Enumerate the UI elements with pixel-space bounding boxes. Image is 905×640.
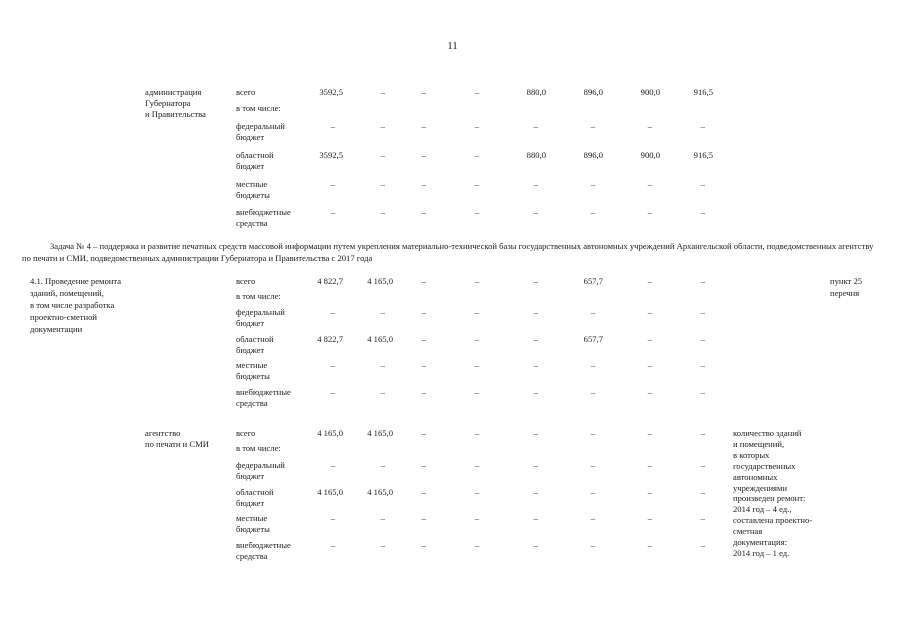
empty-value-dash: –	[421, 487, 426, 497]
empty-value-dash: –	[647, 179, 652, 189]
funding-source-label: бюджеты	[236, 524, 270, 534]
empty-value-dash: –	[330, 513, 335, 523]
funding-source-label: местные	[236, 360, 268, 370]
funding-source-label: областной	[236, 150, 274, 160]
empty-value-dash: –	[330, 360, 335, 370]
empty-value-dash: –	[590, 460, 595, 470]
result-reference-line: пункт 25	[830, 276, 863, 286]
empty-value-dash: –	[700, 307, 705, 317]
measure-title-line: проектно-сметной	[30, 312, 98, 322]
funding-source-label: всего	[236, 87, 256, 97]
result-indicator-line: 2014 год – 1 ед.	[733, 547, 790, 558]
empty-value-dash: –	[421, 150, 426, 160]
org-name-line: Губернатора	[145, 98, 191, 108]
result-indicator-line: автономных	[733, 471, 778, 482]
amount-value: 657,7	[583, 276, 603, 286]
amount-value: 4 165,0	[367, 428, 393, 438]
result-indicator-line: 2014 год – 4 ед.,	[733, 504, 792, 515]
empty-value-dash: –	[590, 513, 595, 523]
empty-value-dash: –	[647, 334, 652, 344]
funding-source-label: в том числе:	[236, 103, 281, 113]
empty-value-dash: –	[533, 307, 538, 317]
amount-value: 896,0	[583, 87, 603, 97]
funding-source-label: местные	[236, 179, 268, 189]
empty-value-dash: –	[647, 307, 652, 317]
funding-source-label: бюджет	[236, 161, 265, 171]
measure-title-line: документации	[30, 324, 83, 334]
empty-value-dash: –	[647, 387, 652, 397]
task-4-heading: Задача № 4 – поддержка и развитие печатных средств массовой информации путем укрепления материально-технической базы государственных автономных учреждений Архангельской области, подведомственных агентству по печати и СМИ, подведомственных администрации Губернатора и Правительства с 2017 года	[22, 241, 874, 263]
org-name-line: агентство	[145, 428, 181, 438]
empty-value-dash: –	[474, 87, 479, 97]
amount-value: 3592,5	[319, 87, 343, 97]
empty-value-dash: –	[421, 513, 426, 523]
funding-source-label: всего	[236, 428, 256, 438]
result-reference-line: перечня	[830, 288, 860, 298]
empty-value-dash: –	[533, 121, 538, 131]
empty-value-dash: –	[380, 179, 385, 189]
empty-value-dash: –	[380, 87, 385, 97]
empty-value-dash: –	[380, 121, 385, 131]
empty-value-dash: –	[533, 460, 538, 470]
empty-value-dash: –	[474, 360, 479, 370]
empty-value-dash: –	[533, 513, 538, 523]
funding-source-label: бюджеты	[236, 190, 270, 200]
amount-value: 657,7	[583, 334, 603, 344]
result-indicator-line: в которых	[733, 449, 770, 460]
result-indicator-line: составлена проектно-	[733, 515, 813, 526]
empty-value-dash: –	[590, 307, 595, 317]
funding-source-label: федеральный	[236, 307, 285, 317]
empty-value-dash: –	[590, 207, 595, 217]
result-indicator-line: количество зданий	[733, 428, 802, 438]
result-indicator-line: сметная	[733, 526, 763, 537]
empty-value-dash: –	[590, 540, 595, 550]
empty-value-dash: –	[380, 460, 385, 470]
empty-value-dash: –	[590, 179, 595, 189]
amount-value: 4 822,7	[317, 334, 343, 344]
empty-value-dash: –	[330, 460, 335, 470]
amount-value: 900,0	[640, 87, 660, 97]
empty-value-dash: –	[533, 428, 538, 438]
empty-value-dash: –	[421, 307, 426, 317]
empty-value-dash: –	[700, 540, 705, 550]
empty-value-dash: –	[421, 207, 426, 217]
empty-value-dash: –	[421, 121, 426, 131]
empty-value-dash: –	[590, 360, 595, 370]
empty-value-dash: –	[330, 207, 335, 217]
measure-title-line: зданий, помещений,	[30, 288, 104, 298]
empty-value-dash: –	[474, 276, 479, 286]
empty-value-dash: –	[474, 387, 479, 397]
empty-value-dash: –	[474, 207, 479, 217]
empty-value-dash: –	[590, 387, 595, 397]
empty-value-dash: –	[700, 121, 705, 131]
empty-value-dash: –	[647, 121, 652, 131]
funding-source-label: бюджеты	[236, 371, 270, 381]
empty-value-dash: –	[647, 276, 652, 286]
empty-value-dash: –	[421, 276, 426, 286]
empty-value-dash: –	[474, 121, 479, 131]
empty-value-dash: –	[647, 513, 652, 523]
empty-value-dash: –	[380, 540, 385, 550]
amount-value: 4 165,0	[317, 428, 343, 438]
result-indicator-line: государственных	[733, 460, 796, 471]
amount-value: 900,0	[640, 150, 660, 160]
empty-value-dash: –	[647, 360, 652, 370]
empty-value-dash: –	[474, 150, 479, 160]
amount-value: 3592,5	[319, 150, 343, 160]
empty-value-dash: –	[474, 428, 479, 438]
empty-value-dash: –	[700, 276, 705, 286]
empty-value-dash: –	[700, 207, 705, 217]
empty-value-dash: –	[474, 460, 479, 470]
funding-source-label: средства	[236, 398, 268, 408]
empty-value-dash: –	[533, 360, 538, 370]
funding-source-label: бюджет	[236, 471, 265, 481]
empty-value-dash: –	[474, 179, 479, 189]
empty-value-dash: –	[533, 179, 538, 189]
amount-value: 4 165,0	[367, 276, 393, 286]
empty-value-dash: –	[421, 334, 426, 344]
empty-value-dash: –	[647, 487, 652, 497]
funding-source-label: средства	[236, 218, 268, 228]
empty-value-dash: –	[330, 387, 335, 397]
funding-source-label: федеральный	[236, 121, 285, 131]
amount-value: 916,5	[693, 87, 713, 97]
amount-value: 4 165,0	[367, 487, 393, 497]
funding-source-label: бюджет	[236, 345, 265, 355]
funding-source-label: бюджет	[236, 132, 265, 142]
result-indicator-line: документация:	[733, 537, 787, 547]
empty-value-dash: –	[421, 360, 426, 370]
funding-source-label: в том числе:	[236, 443, 281, 453]
empty-value-dash: –	[533, 276, 538, 286]
org-name-line: администрация	[145, 87, 202, 97]
empty-value-dash: –	[700, 387, 705, 397]
amount-value: 4 165,0	[317, 487, 343, 497]
empty-value-dash: –	[474, 513, 479, 523]
page-number: 11	[447, 40, 458, 52]
empty-value-dash: –	[421, 87, 426, 97]
empty-value-dash: –	[647, 540, 652, 550]
funding-source-label: в том числе:	[236, 291, 281, 301]
amount-value: 4 822,7	[317, 276, 343, 286]
empty-value-dash: –	[533, 387, 538, 397]
empty-value-dash: –	[380, 360, 385, 370]
empty-value-dash: –	[590, 121, 595, 131]
funding-source-label: внебюджетные	[236, 207, 291, 217]
empty-value-dash: –	[533, 487, 538, 497]
funding-source-label: областной	[236, 334, 274, 344]
empty-value-dash: –	[700, 360, 705, 370]
result-indicator-line: учреждениями	[733, 482, 788, 493]
empty-value-dash: –	[330, 307, 335, 317]
empty-value-dash: –	[533, 334, 538, 344]
empty-value-dash: –	[421, 540, 426, 550]
funding-source-label: средства	[236, 551, 268, 561]
empty-value-dash: –	[380, 387, 385, 397]
amount-value: 4 165,0	[367, 334, 393, 344]
funding-source-label: местные	[236, 513, 268, 523]
empty-value-dash: –	[380, 150, 385, 160]
empty-value-dash: –	[330, 179, 335, 189]
amount-value: 896,0	[583, 150, 603, 160]
funding-source-label: всего	[236, 276, 256, 286]
empty-value-dash: –	[474, 334, 479, 344]
empty-value-dash: –	[700, 460, 705, 470]
amount-value: 880,0	[526, 87, 546, 97]
empty-value-dash: –	[474, 540, 479, 550]
funding-source-label: внебюджетные	[236, 540, 291, 550]
empty-value-dash: –	[330, 121, 335, 131]
empty-value-dash: –	[330, 540, 335, 550]
empty-value-dash: –	[474, 307, 479, 317]
empty-value-dash: –	[590, 487, 595, 497]
empty-value-dash: –	[380, 513, 385, 523]
measure-title-line: 4.1. Проведение ремонта	[30, 276, 122, 286]
empty-value-dash: –	[700, 179, 705, 189]
empty-value-dash: –	[421, 179, 426, 189]
amount-value: 880,0	[526, 150, 546, 160]
empty-value-dash: –	[421, 460, 426, 470]
empty-value-dash: –	[533, 207, 538, 217]
empty-value-dash: –	[700, 513, 705, 523]
org-name-line: и Правительства	[145, 109, 206, 119]
empty-value-dash: –	[590, 428, 595, 438]
empty-value-dash: –	[474, 487, 479, 497]
measure-title-line: в том числе разработка	[30, 300, 115, 310]
funding-source-label: областной	[236, 487, 274, 497]
funding-source-label: внебюджетные	[236, 387, 291, 397]
empty-value-dash: –	[700, 428, 705, 438]
empty-value-dash: –	[647, 460, 652, 470]
result-indicator-line: и помещений,	[733, 438, 785, 449]
funding-source-label: бюджет	[236, 498, 265, 508]
empty-value-dash: –	[380, 307, 385, 317]
empty-value-dash: –	[647, 207, 652, 217]
empty-value-dash: –	[380, 207, 385, 217]
funding-source-label: бюджет	[236, 318, 265, 328]
amount-value: 916,5	[693, 150, 713, 160]
empty-value-dash: –	[421, 428, 426, 438]
empty-value-dash: –	[700, 334, 705, 344]
empty-value-dash: –	[700, 487, 705, 497]
empty-value-dash: –	[647, 428, 652, 438]
empty-value-dash: –	[421, 387, 426, 397]
result-indicator-line: произведен ремонт:	[733, 493, 806, 504]
empty-value-dash: –	[533, 540, 538, 550]
org-name-line: по печати и СМИ	[145, 439, 209, 449]
funding-source-label: федеральный	[236, 460, 285, 470]
